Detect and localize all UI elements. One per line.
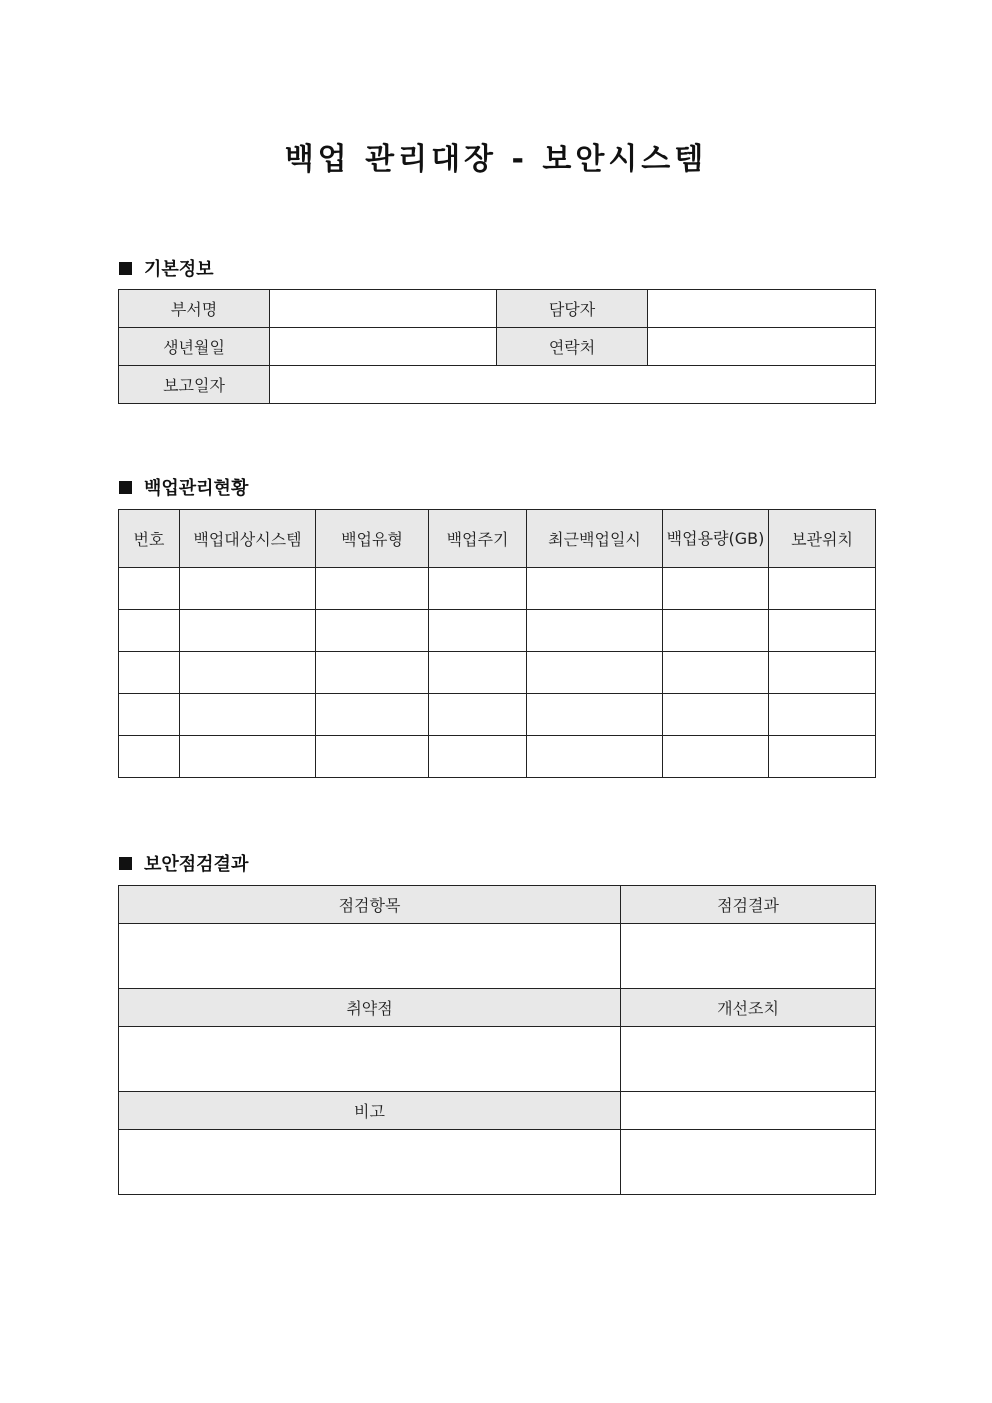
- table-cell[interactable]: [180, 736, 316, 778]
- column-header-backup-size: 백업용량(GB): [663, 510, 769, 568]
- column-header-target-system: 백업대상시스템: [180, 510, 316, 568]
- table-row: [119, 328, 876, 366]
- table-cell[interactable]: [663, 652, 769, 694]
- table-cell[interactable]: [180, 694, 316, 736]
- table-row: [119, 652, 876, 694]
- vulnerability-field[interactable]: [119, 1027, 621, 1092]
- table-row: [119, 1092, 876, 1130]
- section-title: 기본정보: [144, 259, 214, 280]
- table-cell[interactable]: [527, 568, 663, 610]
- security-check-table: [118, 885, 876, 1195]
- table-cell[interactable]: [429, 652, 527, 694]
- check-item-field[interactable]: [119, 924, 621, 989]
- column-header-storage-location: 보관위치: [769, 510, 876, 568]
- table-cell[interactable]: [429, 736, 527, 778]
- remarks-label: 비고: [119, 1092, 621, 1130]
- table-cell[interactable]: [429, 568, 527, 610]
- department-field[interactable]: [270, 290, 497, 328]
- table-cell[interactable]: [769, 736, 876, 778]
- table-cell[interactable]: [663, 610, 769, 652]
- table-row: [119, 924, 876, 989]
- table-row: [119, 989, 876, 1027]
- birth-date-label: 생년월일: [119, 328, 270, 366]
- table-cell[interactable]: [429, 610, 527, 652]
- table-cell[interactable]: [119, 736, 180, 778]
- improvement-label: 개선조치: [621, 989, 876, 1027]
- column-header-backup-cycle: 백업주기: [429, 510, 527, 568]
- table-cell[interactable]: [316, 652, 429, 694]
- check-result-label: 점검결과: [621, 886, 876, 924]
- remarks-field-right[interactable]: [621, 1130, 876, 1195]
- remarks-header-blank[interactable]: [621, 1092, 876, 1130]
- table-cell[interactable]: [527, 610, 663, 652]
- section-heading-basic-info: [119, 255, 214, 281]
- birth-date-field[interactable]: [270, 328, 497, 366]
- table-row: [119, 736, 876, 778]
- table-cell[interactable]: [119, 694, 180, 736]
- table-cell[interactable]: [527, 694, 663, 736]
- table-cell[interactable]: [180, 652, 316, 694]
- report-date-field[interactable]: [270, 366, 876, 404]
- remarks-field[interactable]: [119, 1130, 621, 1195]
- contact-field[interactable]: [648, 328, 876, 366]
- manager-label: 담당자: [497, 290, 648, 328]
- table-cell[interactable]: [527, 736, 663, 778]
- square-bullet-icon: [119, 481, 132, 494]
- table-cell[interactable]: [429, 694, 527, 736]
- section-title: 백업관리현황: [144, 478, 249, 499]
- table-cell[interactable]: [769, 652, 876, 694]
- table-cell[interactable]: [769, 610, 876, 652]
- table-row: [119, 1130, 876, 1195]
- report-date-label: 보고일자: [119, 366, 270, 404]
- basic-info-table: [118, 289, 876, 404]
- table-cell[interactable]: [769, 694, 876, 736]
- column-header-backup-type: 백업유형: [316, 510, 429, 568]
- table-row: [119, 1027, 876, 1092]
- column-header-last-backup: 최근백업일시: [527, 510, 663, 568]
- table-cell[interactable]: [316, 568, 429, 610]
- section-title: 보안점검결과: [144, 854, 249, 875]
- square-bullet-icon: [119, 262, 132, 275]
- section-heading-security-check: [119, 850, 248, 876]
- table-cell[interactable]: [316, 694, 429, 736]
- department-label: 부서명: [119, 290, 270, 328]
- square-bullet-icon: [119, 857, 132, 870]
- table-row: [119, 568, 876, 610]
- check-result-field[interactable]: [621, 924, 876, 989]
- table-cell[interactable]: [119, 568, 180, 610]
- table-cell[interactable]: [769, 568, 876, 610]
- table-cell[interactable]: [527, 652, 663, 694]
- column-header-number: 번호: [119, 510, 180, 568]
- table-cell[interactable]: [180, 568, 316, 610]
- table-row: [119, 694, 876, 736]
- improvement-field[interactable]: [621, 1027, 876, 1092]
- table-cell[interactable]: [316, 736, 429, 778]
- vulnerability-label: 취약점: [119, 989, 621, 1027]
- table-cell[interactable]: [119, 652, 180, 694]
- table-cell[interactable]: [663, 568, 769, 610]
- table-row: [119, 886, 876, 924]
- table-row: [119, 366, 876, 404]
- contact-label: 연락처: [497, 328, 648, 366]
- table-cell[interactable]: [180, 610, 316, 652]
- table-row: [119, 290, 876, 328]
- table-cell[interactable]: [119, 610, 180, 652]
- table-cell[interactable]: [663, 694, 769, 736]
- section-heading-backup-status: [119, 474, 248, 500]
- table-cell[interactable]: [316, 610, 429, 652]
- manager-field[interactable]: [648, 290, 876, 328]
- table-row: [119, 610, 876, 652]
- table-header-row: [119, 510, 876, 568]
- check-item-label: 점검항목: [119, 886, 621, 924]
- backup-status-table: [118, 509, 876, 778]
- document-title: 백업 관리대장 - 보안시스템: [284, 142, 708, 177]
- table-cell[interactable]: [663, 736, 769, 778]
